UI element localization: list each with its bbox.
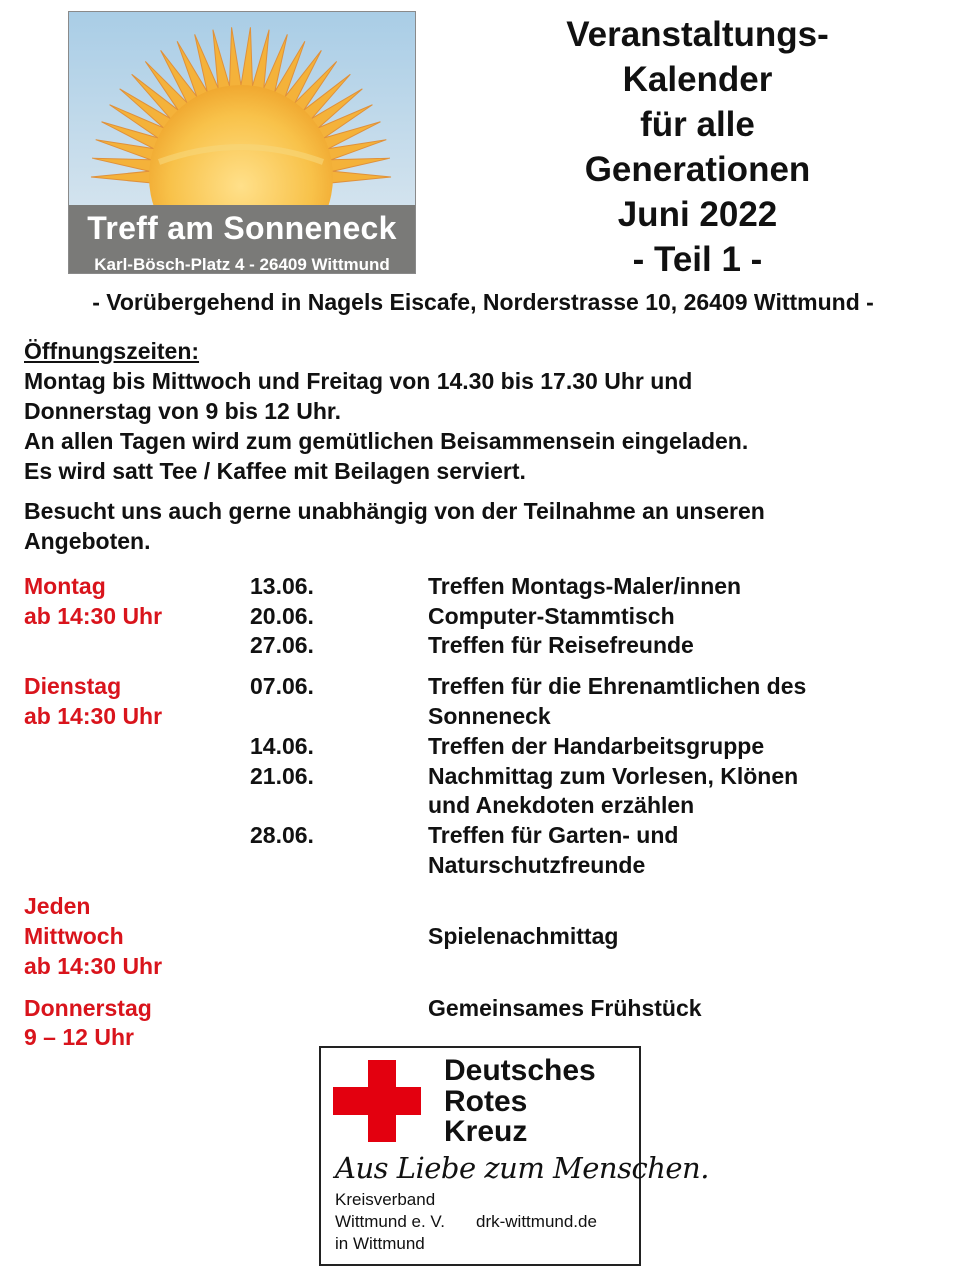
drk-subtitle <box>335 1189 445 1255</box>
title-line: Kalender <box>622 60 773 99</box>
opening-hours-heading: Öffnungszeiten: <box>24 338 200 364</box>
title-line: Veranstaltungs- <box>566 15 829 54</box>
visit-note-line: Angeboten. <box>24 528 151 554</box>
page-title <box>540 12 855 282</box>
event-date: 20.06. <box>250 603 314 629</box>
day-label-tuesday: Dienstag <box>24 673 122 699</box>
day-label-monday: Montag <box>24 573 106 599</box>
day-label-wednesday: Mittwoch <box>24 923 124 949</box>
event-title: Treffen Montags-Maler/innen <box>428 573 742 599</box>
opening-hours-line: Donnerstag von 9 bis 12 Uhr. <box>24 398 341 424</box>
opening-hours-text <box>24 366 748 486</box>
event-date: 21.06. <box>250 763 314 789</box>
drk-subtitle-line: Kreisverband <box>335 1190 436 1209</box>
event-date: 28.06. <box>250 822 314 848</box>
event-title: Nachmittag zum Vorlesen, Klönen <box>428 763 799 789</box>
event-date: 07.06. <box>250 673 314 699</box>
drk-subtitle-line: in Wittmund <box>335 1234 425 1253</box>
drk-name <box>444 1056 596 1148</box>
day-label-thursday: Donnerstag <box>24 995 152 1021</box>
drk-name-line: Deutsches <box>444 1054 596 1087</box>
title-line: - Teil 1 - <box>632 240 763 279</box>
event-title: Sonneneck <box>428 703 551 729</box>
drk-subtitle-line: Wittmund e. V. <box>335 1212 445 1231</box>
logo-title: Treff am Sonneneck <box>87 210 397 246</box>
visit-note-line: Besucht uns auch gerne unabhängig von der Teilnahme an unseren <box>24 498 765 524</box>
drk-slogan: Aus Liebe zum Menschen. <box>335 1151 709 1185</box>
event-title: Treffen der Handarbeitsgruppe <box>428 733 765 759</box>
title-line: für alle <box>640 105 755 144</box>
day-time-monday: ab 14:30 Uhr <box>24 603 163 629</box>
event-date: 13.06. <box>250 573 314 599</box>
drk-logo-box <box>319 1046 709 1266</box>
opening-hours-line: Es wird satt Tee / Kaffee mit Beilagen serviert. <box>24 458 526 484</box>
day-time-thursday: 9 – 12 Uhr <box>24 1024 134 1050</box>
drk-name-line: Kreuz <box>444 1115 528 1148</box>
event-date: 27.06. <box>250 632 314 658</box>
event-date: 14.06. <box>250 733 314 759</box>
event-title: und Anekdoten erzählen <box>428 792 695 818</box>
opening-hours-line: An allen Tagen wird zum gemütlichen Beisammensein eingeladen. <box>24 428 749 454</box>
drk-website: drk-wittmund.de <box>476 1212 597 1231</box>
event-title: Treffen für Garten- und <box>428 822 679 848</box>
event-title: Treffen für die Ehrenamtlichen des <box>428 673 807 699</box>
event-title: Naturschutzfreunde <box>428 852 646 878</box>
location-note: - Vorübergehend in Nagels Eiscafe, Norderstrasse 10, 26409 Wittmund - <box>92 289 874 315</box>
day-time-tuesday: ab 14:30 Uhr <box>24 703 163 729</box>
title-line: Generationen <box>584 150 811 189</box>
event-title: Gemeinsames Frühstück <box>428 995 702 1021</box>
drk-name-line: Rotes <box>444 1084 528 1118</box>
day-label-wednesday: Jeden <box>24 893 91 919</box>
sun-illustration-icon <box>69 12 416 207</box>
visit-note <box>24 496 765 556</box>
treff-logo <box>68 11 416 274</box>
logo-address: Karl-Bösch-Platz 4 - 26409 Wittmund <box>94 255 390 274</box>
day-time-wednesday: ab 14:30 Uhr <box>24 953 163 979</box>
event-title: Spielenachmittag <box>428 923 619 949</box>
title-line: Juni 2022 <box>617 195 778 234</box>
event-title: Computer-Stammtisch <box>428 603 675 629</box>
red-cross-icon <box>333 1087 421 1115</box>
opening-hours-line: Montag bis Mittwoch und Freitag von 14.30 bis 17.30 Uhr und <box>24 368 693 394</box>
event-title: Treffen für Reisefreunde <box>428 632 694 658</box>
